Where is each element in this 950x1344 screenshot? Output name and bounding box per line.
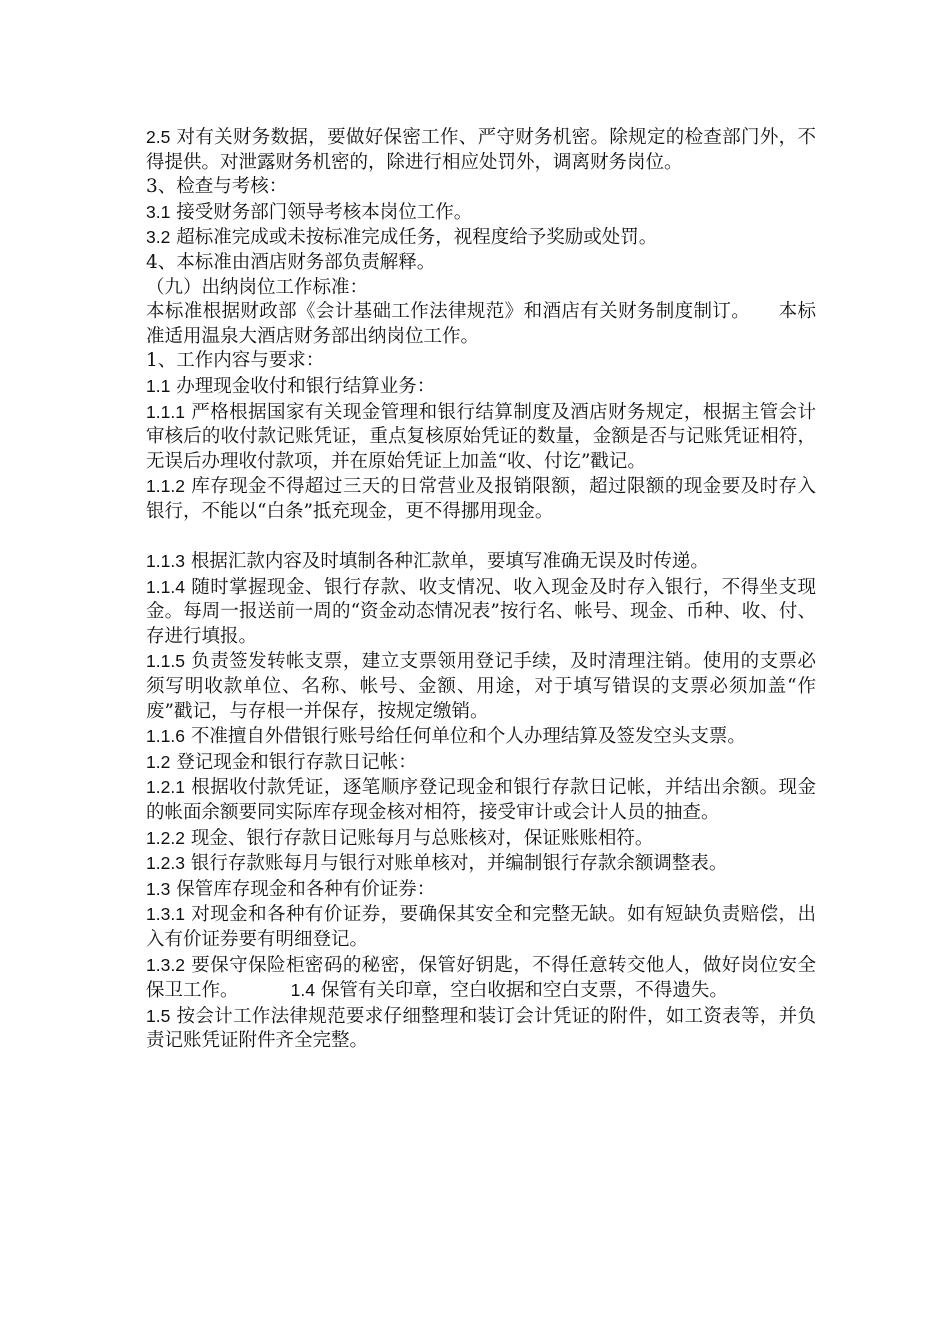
item-number: 3.1 (146, 201, 171, 222)
item-number: 1.1.6 (146, 726, 185, 747)
paragraph (146, 724, 816, 750)
item-number: 1.2.1 (146, 777, 185, 798)
paragraph-text: 本标准根据财政部《会计基础工作法律规范》和酒店有关财务制度制订。 本标准适用温泉大酒店财务部出纳岗位工作。 (146, 301, 816, 347)
item-number: 1.2.2 (146, 827, 185, 848)
item-number: 3.2 (146, 227, 171, 248)
document-page (146, 125, 816, 1054)
paragraph-text: 要保守保险柜密码的秘密，保管好钥匙，不得任意转交他人，做好岗位安全保卫工作。 (146, 954, 816, 1002)
paragraph (146, 225, 816, 251)
paragraph (146, 200, 816, 226)
section-heading (146, 276, 816, 301)
section-heading (146, 175, 816, 200)
paragraph (146, 300, 816, 349)
paragraph (146, 374, 816, 400)
paragraph-text: 登记现金和银行存款日记帐： (176, 751, 417, 773)
paragraph-text: 银行存款账每月与银行对账单核对，并编制银行存款余额调整表。 (190, 853, 728, 875)
item-number: 1.2.3 (146, 853, 185, 874)
paragraph-text: 按会计工作法律规范要求仔细整理和装订会计凭证的附件，如工资表等，并负责记账凭证附件齐全完整。 (146, 1005, 816, 1052)
paragraph-text: 严格根据国家有关现金管理和银行结算制度及酒店财务规定，根据主管会计审核后的收付款记账凭证，重点复核原始凭证的数量，金额是否与记账凭证相符，无误后办理收付款项，并在原始凭证上加盖“收、付讫”戳记。 (146, 401, 816, 472)
paragraph (146, 953, 816, 1004)
paragraph (146, 851, 816, 877)
paragraph-text: 超标准完成或未按标准完成任务，视程度给予奖励或处罚。 (176, 227, 658, 249)
item-number: 1.3.1 (146, 904, 185, 925)
paragraph-text: 现金、银行存款日记账每月与总账核对，保证账账相符。 (190, 827, 654, 849)
paragraph (146, 575, 816, 650)
paragraph-text: 3、检查与考核： (146, 176, 288, 198)
paragraph-text: 根据收付款凭证，逐笔顺序登记现金和银行存款日记帐，并结出余额。现金的帐面余额要同实际库存现金核对相符，接受审计或会计人员的抽查。 (146, 777, 816, 824)
item-number: 1.2 (146, 751, 171, 772)
item-number: 1.1 (146, 375, 171, 396)
paragraph-text: 保管库存现金和各种有价证券： (176, 878, 436, 900)
paragraph (146, 400, 816, 475)
paragraph (146, 125, 816, 175)
item-number: 1.1.2 (146, 476, 185, 497)
paragraph-text: 对有关财务数据，要做好保密工作、严守财务机密。除规定的检查部门外，不得提供。对泄露财务机密的，除进行相应处罚外，调离财务岗位。 (146, 127, 816, 173)
paragraph (146, 775, 816, 825)
paragraph-text: 4、本标准由酒店财务部负责解释。 (146, 251, 436, 273)
paragraph-text: 根据汇款内容及时填制各种汇款单，要填写准确无误及时传递。 (190, 551, 709, 573)
item-number: 2.5 (146, 127, 171, 147)
section-heading (146, 349, 816, 374)
item-number: 1.3.2 (146, 954, 185, 975)
paragraph-text: 保管有关印章，空白收据和空白支票，不得遗失。 (320, 980, 728, 1002)
section-heading (146, 251, 816, 276)
item-number: 1.1.5 (146, 651, 185, 672)
paragraph-text: 对现金和各种有价证券，要确保其安全和完整无缺。如有短缺负责赔偿，出入有价证券要有明细登记。 (146, 904, 816, 950)
paragraph-text: 负责签发转帐支票，建立支票领用登记手续，及时清理注销。使用的支票必须写明收款单位、名称、帐号、金额、用途，对于填写错误的支票必须加盖“作废”戳记，与存根一并保存，按规定缴销。 (146, 651, 816, 722)
paragraph-text: 接受财务部门领导考核本岗位工作。 (176, 201, 473, 223)
paragraph-text: 库存现金不得超过三天的日常营业及报销限额，超过限额的现金要及时存入银行，不能以“白条”抵充现金，更不得挪用现金。 (146, 476, 816, 522)
paragraph (146, 902, 816, 952)
item-number: 1.1.3 (146, 551, 185, 572)
item-number: 1.1.1 (146, 401, 185, 422)
paragraph (146, 649, 816, 724)
paragraph (146, 1004, 816, 1054)
paragraph (146, 826, 816, 852)
paragraph (146, 750, 816, 776)
item-number: 1.4 (290, 980, 315, 1001)
paragraph (146, 877, 816, 903)
item-number: 1.1.4 (146, 576, 185, 597)
paragraph-text: 1、工作内容与要求： (146, 350, 325, 372)
item-number: 1.5 (146, 1005, 171, 1026)
paragraph (146, 549, 816, 575)
paragraph-text: 办理现金收付和银行结算业务： (176, 375, 436, 397)
paragraph (146, 474, 816, 524)
paragraph-text: 不准擅自外借银行账号给任何单位和个人办理结算及签发空头支票。 (190, 726, 746, 748)
paragraph-text: 随时掌握现金、银行存款、收支情况、收入现金及时存入银行，不得坐支现金。每周一报送前一周的“资金动态情况表”按行名、帐号、现金、币种、收、付、存进行填报。 (146, 576, 816, 647)
paragraph-text: （九）出纳岗位工作标准： (146, 276, 369, 298)
blank-line (146, 525, 816, 550)
item-number: 1.3 (146, 878, 171, 899)
